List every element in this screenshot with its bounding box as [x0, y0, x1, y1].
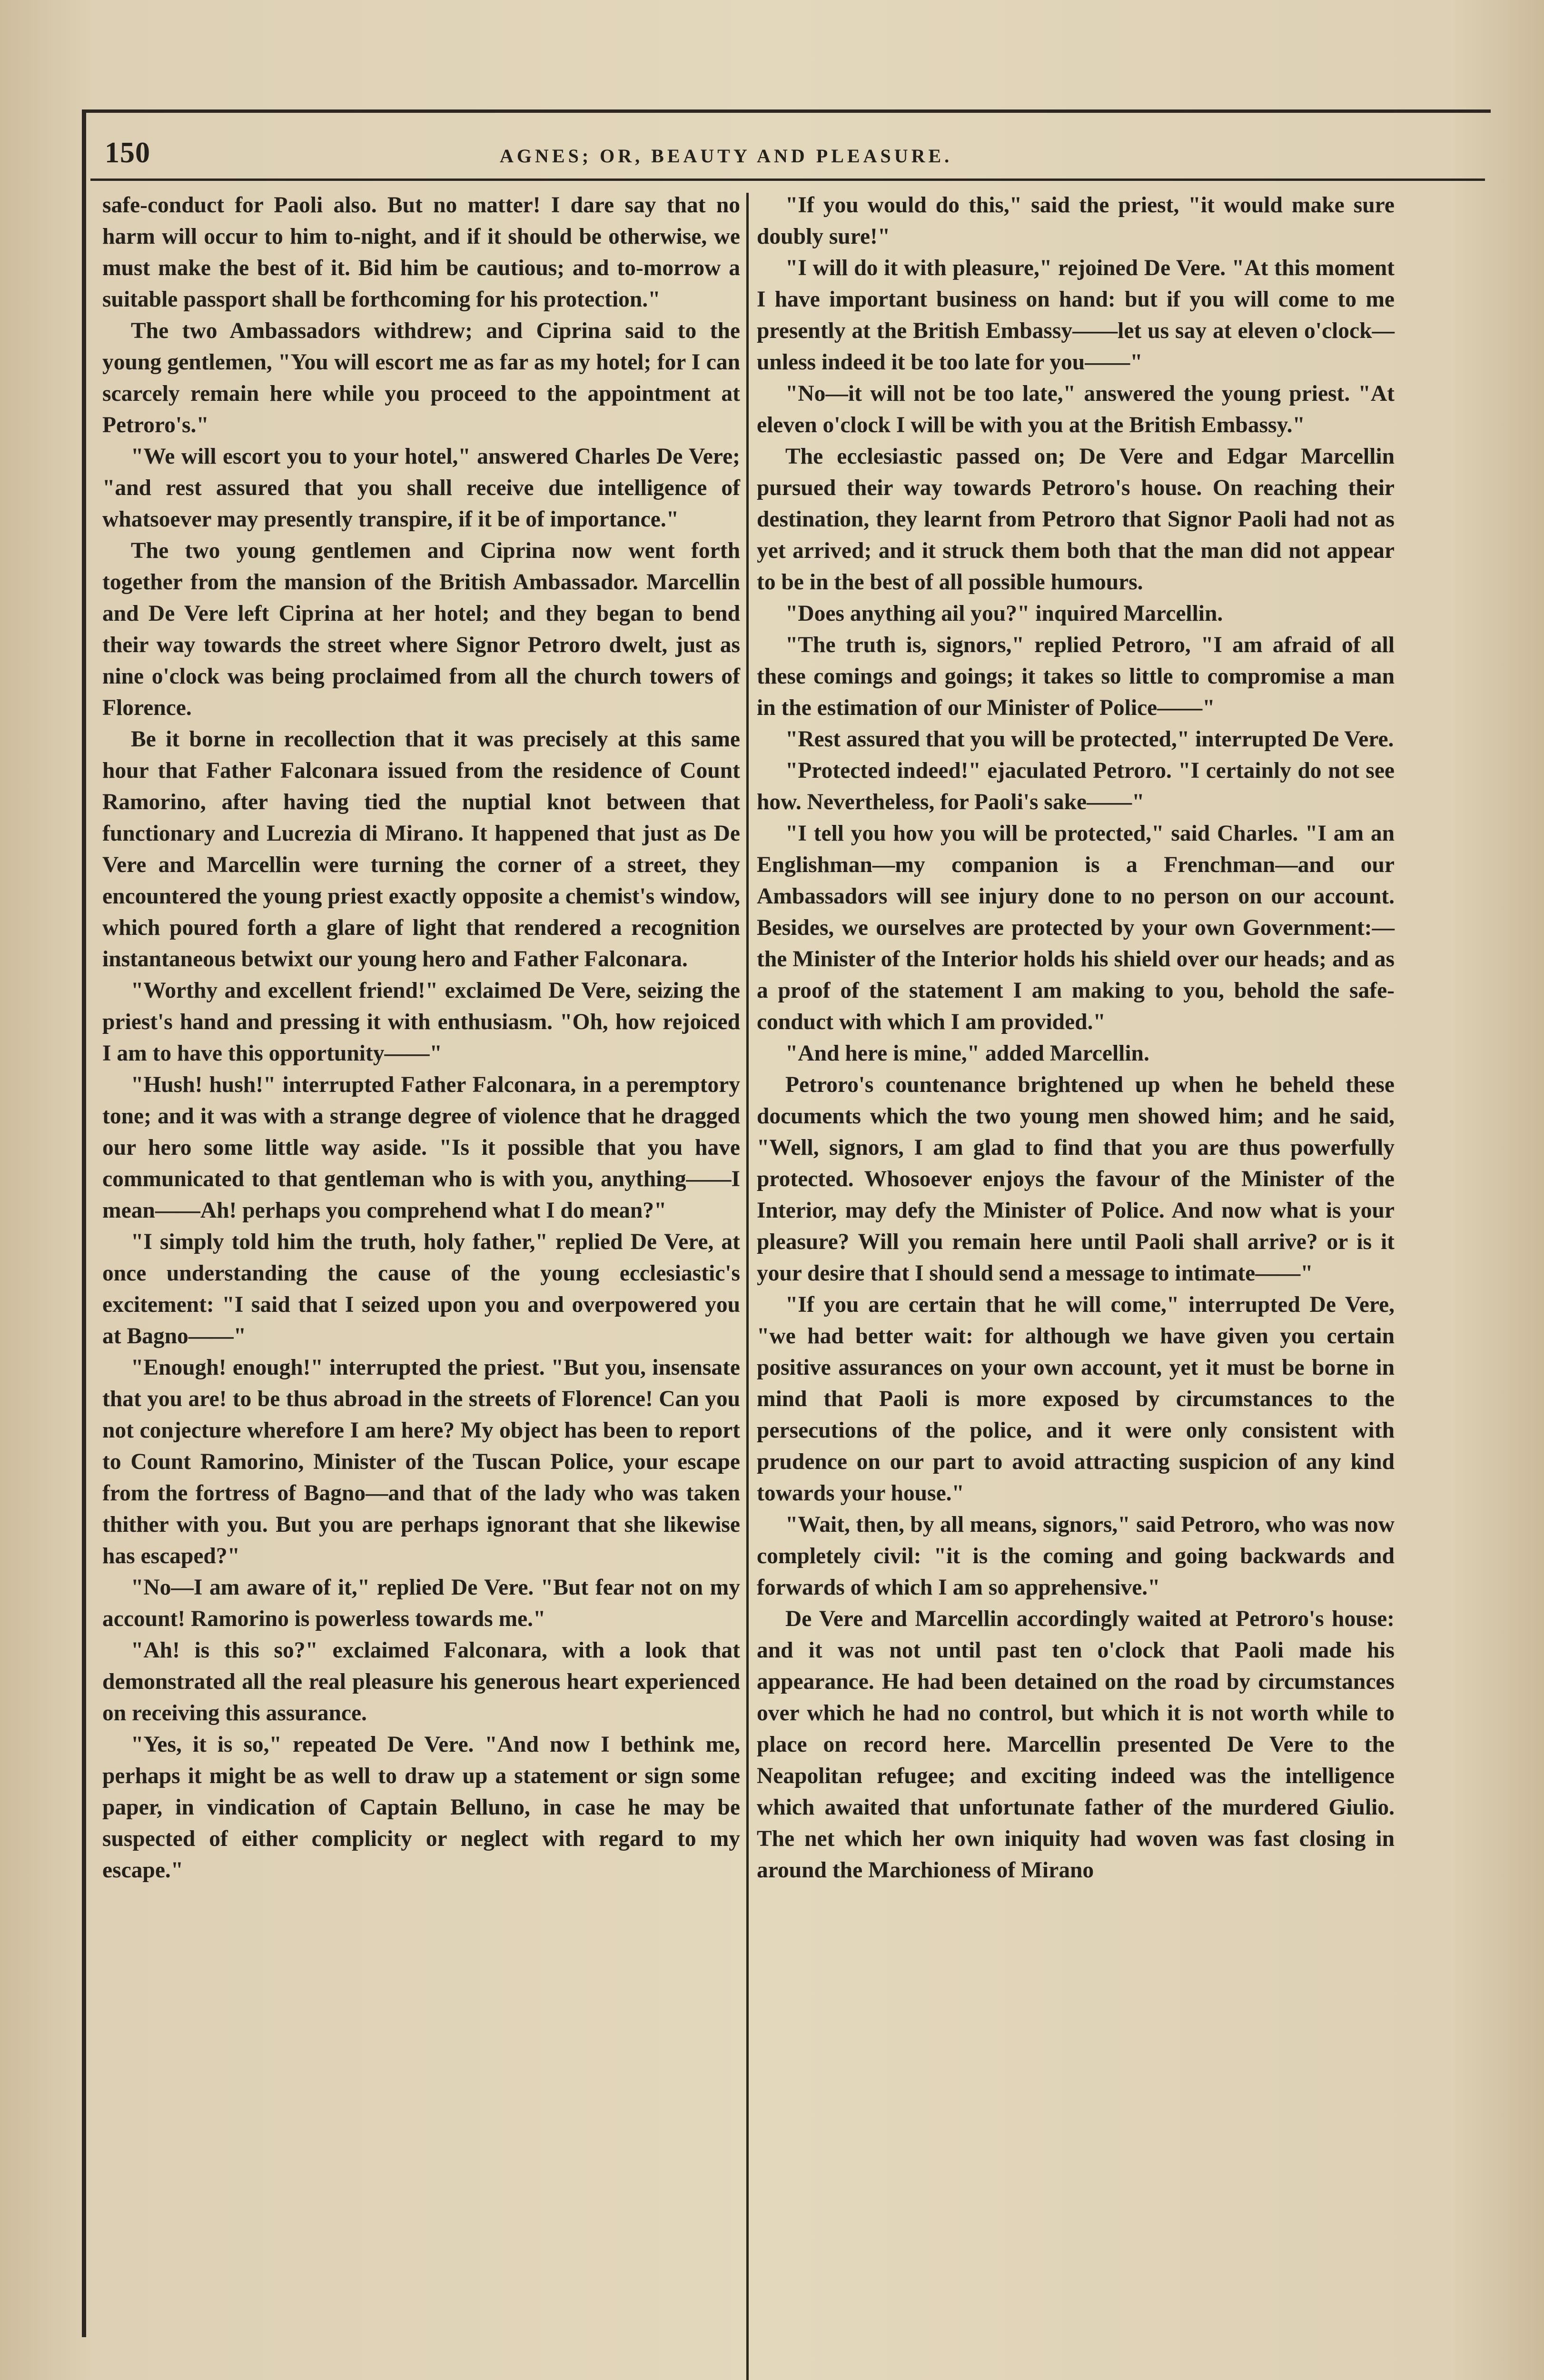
paragraph: "Yes, it is so," repeated De Vere. "And now I bethink me, perhaps it might be as well to draw up a statement or sign some paper, in vindication of Captain Belluno, in case he may be suspected of either complicity or neglect with regard to my escape.": [102, 1732, 740, 1883]
paragraph: "Hush! hush!" interrupted Father Falconara, in a peremptory tone; and it was with a strange degree of violence that he dragged our hero some little way aside. "Is it possible that you have communicated to that gentleman who is with you, anything——I mean——Ah! perhaps you comprehend what I do mean?": [102, 1072, 740, 1223]
paragraph: "Ah! is this so?" exclaimed Falconara, with a look that demonstrated all the real pleasure his generous heart experienced on receiving this assurance.: [102, 1638, 740, 1726]
paragraph: "Rest assured that you will be protected," interrupted De Vere.: [785, 727, 1394, 752]
paragraph: "Worthy and excellent friend!" exclaimed De Vere, seizing the priest's hand and pressing it with enthusiasm. "Oh, how rejoiced I am to have this opportunity——": [102, 978, 740, 1066]
paragraph: "If you are certain that he will come," interrupted De Vere, "we had better wait: for although we have given you certain positive assurances on your own account, yet it must be borne in mind that Paoli is more exposed by circumstances to the persecutions of the police, and it were only consistent with prudence on our part to avoid attracting suspicion of any kind towards your house.": [757, 1292, 1395, 1506]
paragraph: "Does anything ail you?" inquired Marcellin.: [785, 601, 1223, 626]
paragraph: Petroro's countenance brightened up when he beheld these documents which the two young men showed him; and he said, "Well, signors, I am glad to find that you are thus powerfully protected. Whosoever enjoys the favour of the Minister of the Interior, may defy the Minister of Police. And now what is your pleasure? Will you remain here until Paoli shall arrive? or is it your desire that I should send a message to intimate——": [757, 1072, 1395, 1286]
frame-left-border: [82, 109, 86, 2337]
page-number: 150: [105, 137, 150, 169]
paragraph: "Wait, then, by all means, signors," said Petroro, who was now completely civil: "it is the coming and going backwards and forwards of which I am so apprehensive.": [757, 1512, 1395, 1600]
paragraph: "We will escort you to your hotel," answered Charles De Vere; "and rest assured that you shall receive due intelligence of whatsoever may presently transpire, if it be of importance.": [102, 444, 740, 532]
paragraph: The ecclesiastic passed on; De Vere and Edgar Marcellin pursued their way towards Petroro's house. On reaching their destination, they learnt from Petroro that Signor Paoli had not as yet arrived; and it struck them both that the man did not appear to be in the best of all possible humours.: [757, 444, 1395, 595]
paragraph: "I tell you how you will be protected," said Charles. "I am an Englishman—my companion is a Frenchman—and our Ambassadors will see injury done to no person on our account. Besides, we ourselves are protected by your own Government:—the Minister of the Interior holds his shield over our heads; and as a proof of the statement I am making to you, behold the safe-conduct with which I am provided.": [757, 821, 1395, 1034]
paragraph: "No—I am aware of it," replied De Vere. "But fear not on my account! Ramorino is powerless towards me.": [102, 1575, 740, 1631]
paragraph: "If you would do this," said the priest, "it would make sure doubly sure!": [757, 193, 1395, 249]
paragraph: Be it borne in recollection that it was precisely at this same hour that Father Falconara issued from the residence of Count Ramorino, after having tied the nuptial knot between that functionary and Lucrezia di Mirano. It happened that just as De Vere and Marcellin were turning the corner of a street, they encountered the young priest exactly opposite a chemist's window, which poured forth a glare of light that rendered a recognition instantaneous betwixt our young hero and Father Falconara.: [102, 727, 740, 972]
paragraph: "Protected indeed!" ejaculated Petroro. "I certainly do not see how. Nevertheless, for Paoli's sake——": [757, 758, 1395, 814]
running-head: AGNES; OR, BEAUTY AND PLEASURE.: [500, 145, 953, 167]
right-column: [757, 189, 1395, 1886]
paragraph: safe-conduct for Paoli also. But no matter! I dare say that no harm will occur to him to-night, and if it should be otherwise, we must make the best of it. Bid him be cautious; and to-morrow a suitable passport shall be forthcoming for his protection.": [102, 193, 740, 312]
paragraph: "The truth is, signors," replied Petroro, "I am afraid of all these comings and goings; it takes so little to compromise a man in the estimation of our Minister of Police——": [757, 633, 1395, 720]
column-divider: [746, 193, 749, 2380]
paragraph: "I simply told him the truth, holy father," replied De Vere, at once understanding the cause of the young ecclesiastic's excitement: "I said that I seized upon you and overpowered you at Bagno——": [102, 1230, 740, 1349]
paragraph: "I will do it with pleasure," rejoined De Vere. "At this moment I have important business on hand: but if you will come to me presently at the British Embassy——let us say at eleven o'clock—unless indeed it be too late for you——": [757, 256, 1395, 375]
paragraph: The two Ambassadors withdrew; and Ciprina said to the young gentlemen, "You will escort me as far as my hotel; for I can scarcely remain here while you proceed to the appointment at Petroro's.": [102, 318, 740, 437]
left-column: [102, 189, 740, 1886]
paragraph: "And here is mine," added Marcellin.: [785, 1041, 1149, 1066]
paragraph: The two young gentlemen and Ciprina now went forth together from the mansion of the British Ambassador. Marcellin and De Vere left Ciprina at her hotel; and they began to bend their way towards the street where Signor Petroro dwelt, just as nine o'clock was being proclaimed from all the church towers of Florence.: [102, 538, 740, 720]
paragraph: "No—it will not be too late," answered the young priest. "At eleven o'clock I will be with you at the British Embassy.": [757, 381, 1395, 437]
header-rule: [90, 178, 1485, 181]
frame-top-border: [82, 109, 1491, 113]
paragraph: "Enough! enough!" interrupted the priest. "But you, insensate that you are! to be thus abroad in the streets of Florence! Can you not conjecture wherefore I am here? My object has been to report to Count Ramorino, Minister of the Tuscan Police, your escape from the fortress of Bagno—and that of the lady who was taken thither with you. But you are perhaps ignorant that she likewise has escaped?": [102, 1355, 740, 1568]
paragraph: De Vere and Marcellin accordingly waited at Petroro's house: and it was not until past ten o'clock that Paoli made his appearance. He had been detained on the road by circumstances over which he had no control, but which it is not worth while to place on record here. Marcellin presented De Vere to the Neapolitan refugee; and exciting indeed was the intelligence which awaited that unfortunate father of the murdered Giulio. The net which her own iniquity had woven was fast closing in around the Marchioness of Mirano: [757, 1606, 1395, 1883]
